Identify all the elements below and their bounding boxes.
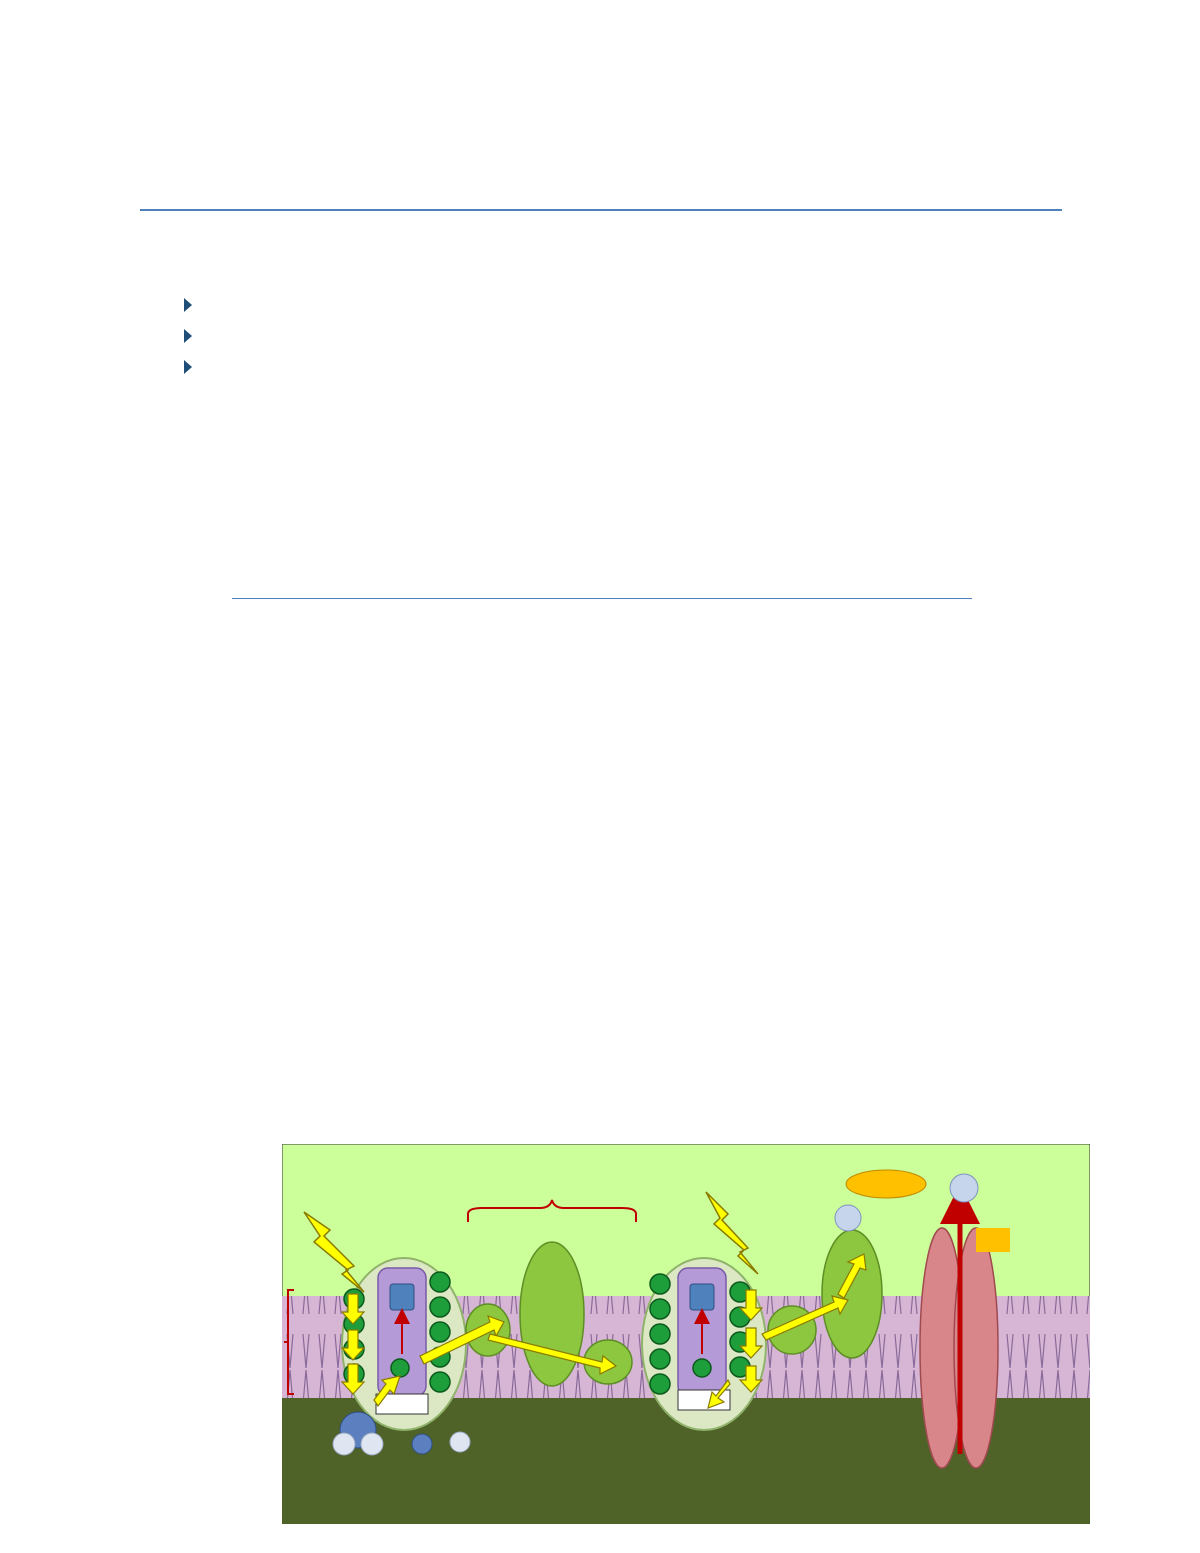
section-underline [232,598,972,599]
atp-badge [976,1228,1010,1252]
oxygen-atom [412,1434,432,1454]
bullet-arrow-icon [184,329,192,343]
cytochrome-complex [520,1242,584,1386]
list-item [182,354,212,385]
hplus-stroma-2 [950,1174,978,1202]
bullet-arrow-icon [184,360,192,374]
ferredoxin-reductase [822,1230,882,1358]
list-item [182,323,212,354]
hplus-stroma-1 [835,1205,861,1231]
title-underline [140,209,1062,211]
paragraph-electron-transport [140,796,1060,826]
paragraph-overview [140,398,1060,428]
paragraph-z-scheme [140,626,1060,656]
list-item [182,292,212,323]
bullet-arrow-icon [184,298,192,312]
nadph-badge [846,1170,926,1198]
stages-list [182,292,212,385]
light-phase-diagram [282,1144,1090,1524]
